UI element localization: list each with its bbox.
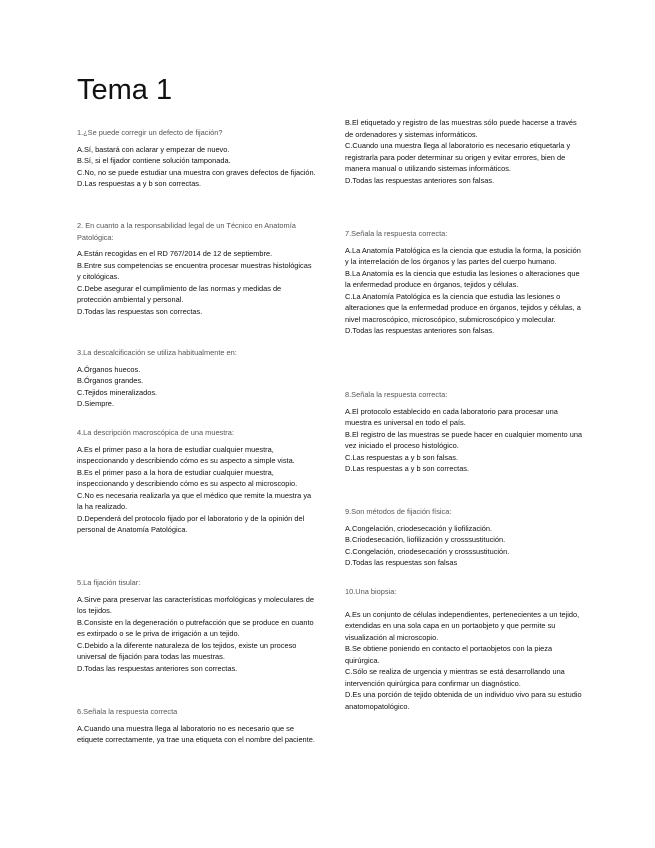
question-title: 3.La descalcificación se utiliza habitualmente en: (77, 348, 237, 357)
option-d: D.Siempre. (77, 399, 114, 408)
option-b: B.Entre sus competencias se encuentra procesar muestras histológicas y citológicas. (77, 260, 312, 281)
option-b: B.Se obtiene poniendo en contacto el portaobjetos con la pieza quirúrgica. (345, 644, 553, 665)
question-title: 4.La descripción macroscópica de una muestra: (77, 428, 234, 437)
option-a: A.Es un conjunto de células independientes, pertenecientes a un tejido, extendidas en una sola capa en un portaobjeto y que permite su visualización al microscopio. (345, 609, 580, 642)
option-c: C.No es necesaria realizarla ya que el médico que remite la muestra ya la ha realizado. (77, 490, 312, 511)
option-a: A.Congelación, criodesecación y liofilización. (345, 523, 493, 533)
option-b: B.Consiste en la degeneración o putrefacción que se produce en cuanto es extirpado o se le priva de irrigación a un tejido. (77, 617, 314, 638)
question-8 (345, 389, 585, 475)
option-a: A.Cuando una muestra llega al laboratorio no es necesario que se etiquete correctamente, ya trae una etiqueta con el nombre del paciente. (77, 723, 315, 744)
question-title: 8.Señala la respuesta correcta: (345, 390, 448, 399)
option-b: B.Sí, si el fijador contiene solución tamponada. (77, 156, 231, 165)
question-7 (345, 228, 585, 337)
question-title: 6.Señala la respuesta correcta (77, 707, 178, 716)
question-6 (77, 706, 317, 746)
option-c: C.La Anatomía Patológica es la ciencia que estudia las lesiones o alteraciones que la enfermedad produce en órganos, tejidos y células, a nivel macroscópico, microscópico, submicroscópico y molecular. (345, 291, 581, 324)
question-2 (77, 220, 317, 317)
option-a: A.Sirve para preservar las características morfológicas y moleculares de los tejidos. (77, 594, 315, 615)
option-c: C.Debido a la diferente naturaleza de los tejidos, existe un proceso universal de fijación para todas las muestras. (77, 640, 297, 661)
option-b: B.Criodesecación, liofilización y crosssustitución. (345, 535, 506, 544)
question-title: 5.La fijación tisular: (77, 578, 141, 587)
option-a: A.Es el primer paso a la hora de estudiar cualquier muestra, inspeccionando y describiendo cómo es su aspecto a simple vista. (77, 444, 295, 465)
option-c: C.Las respuestas a y b son falsas. (345, 452, 458, 462)
option-d: D.Las respuestas a y b son correctas. (345, 464, 470, 473)
option-a: A.El protocolo establecido en cada laboratorio para procesar una muestra es universal en todo el país. (345, 406, 558, 427)
option-c: C.Cuando una muestra llega al laboratorio es necesario etiquetarla y registrarla para poder determinar su origen y evitar errores, bien de manera manual o utilizando sistemas informáticos. (345, 141, 571, 173)
option-b: B.Es el primer paso a la hora de estudiar cualquier muestra, inspeccionando y describiendo cómo es su aspecto al microscopio. (77, 467, 298, 488)
option-c: C.No, no se puede estudiar una muestra con graves defectos de fijación. (77, 167, 316, 177)
option-b: B.Órganos grandes. (77, 376, 144, 385)
question-title: 10.Una biopsia: (345, 587, 397, 596)
option-d: D.Todas las respuestas son correctas. (77, 306, 203, 316)
option-c: C.Congelación, criodesecación y crosssustitución. (345, 546, 510, 556)
question-title: 2. En cuanto a la responsabilidad legal de un Técnico en Anatomía Patológica: (77, 221, 296, 242)
option-d: D.Todas las respuestas son falsas (345, 558, 458, 567)
option-a: A.La Anatomía Patológica es la ciencia que estudia la forma, la posición y la interrelación de los órganos y las partes del cuerpo humano. (345, 245, 581, 266)
option-b: B.El registro de las muestras se puede hacer en cualquier momento una vez iniciado el proceso histológico. (345, 429, 583, 450)
question-title: 9.Son métodos de fijación física: (345, 507, 452, 516)
question-6-continued (345, 117, 585, 186)
option-d: D.Todas las respuestas anteriores son falsas. (345, 326, 495, 335)
question-1 (77, 127, 317, 190)
question-4 (77, 427, 317, 536)
option-c: C.Tejidos mineralizados. (77, 387, 158, 397)
option-b: B.La Anatomía es la ciencia que estudia las lesiones o alteraciones que la enfermedad produce en órganos, tejidos y células. (345, 268, 580, 289)
option-d: D.Todas las respuestas anteriores son falsas. (345, 175, 495, 185)
option-d: D.Dependerá del protocolo fijado por el laboratorio y de la opinión del personal de Anatomía Patológica. (77, 513, 305, 534)
option-a: A.Órganos huecos. (77, 364, 141, 374)
option-a: A.Sí, bastará con aclarar y empezar de nuevo. (77, 144, 230, 154)
question-10 (345, 586, 585, 712)
question-3 (77, 347, 317, 410)
option-d: D.Es una porción de tejido obtenida de un individuo vivo para su estudio anatomopatológico. (345, 690, 582, 711)
option-d: D.Todas las respuestas anteriores son correctas. (77, 663, 238, 673)
option-c: C.Debe asegurar el cumplimiento de las normas y medidas de protección ambiental y personal. (77, 283, 282, 304)
question-9 (345, 506, 585, 569)
option-a: A.Están recogidas en el RD 767/2014 de 12 de septiembre. (77, 249, 273, 258)
question-title: 1.¿Se puede corregir un defecto de fijación? (77, 128, 223, 137)
option-b: B.El etiquetado y registro de las muestras sólo puede hacerse a través de ordenadores y sistemas informáticos. (345, 118, 577, 139)
question-title: 7.Señala la respuesta correcta: (345, 229, 448, 238)
option-d: D.Las respuestas a y b son correctas. (77, 179, 202, 188)
option-c: C.Sólo se realiza de urgencia y mientras se está desarrollando una intervención quirúrgica para confirmar un diagnóstico. (345, 667, 565, 688)
question-5 (77, 577, 317, 674)
page-title: Tema 1 (77, 74, 173, 106)
